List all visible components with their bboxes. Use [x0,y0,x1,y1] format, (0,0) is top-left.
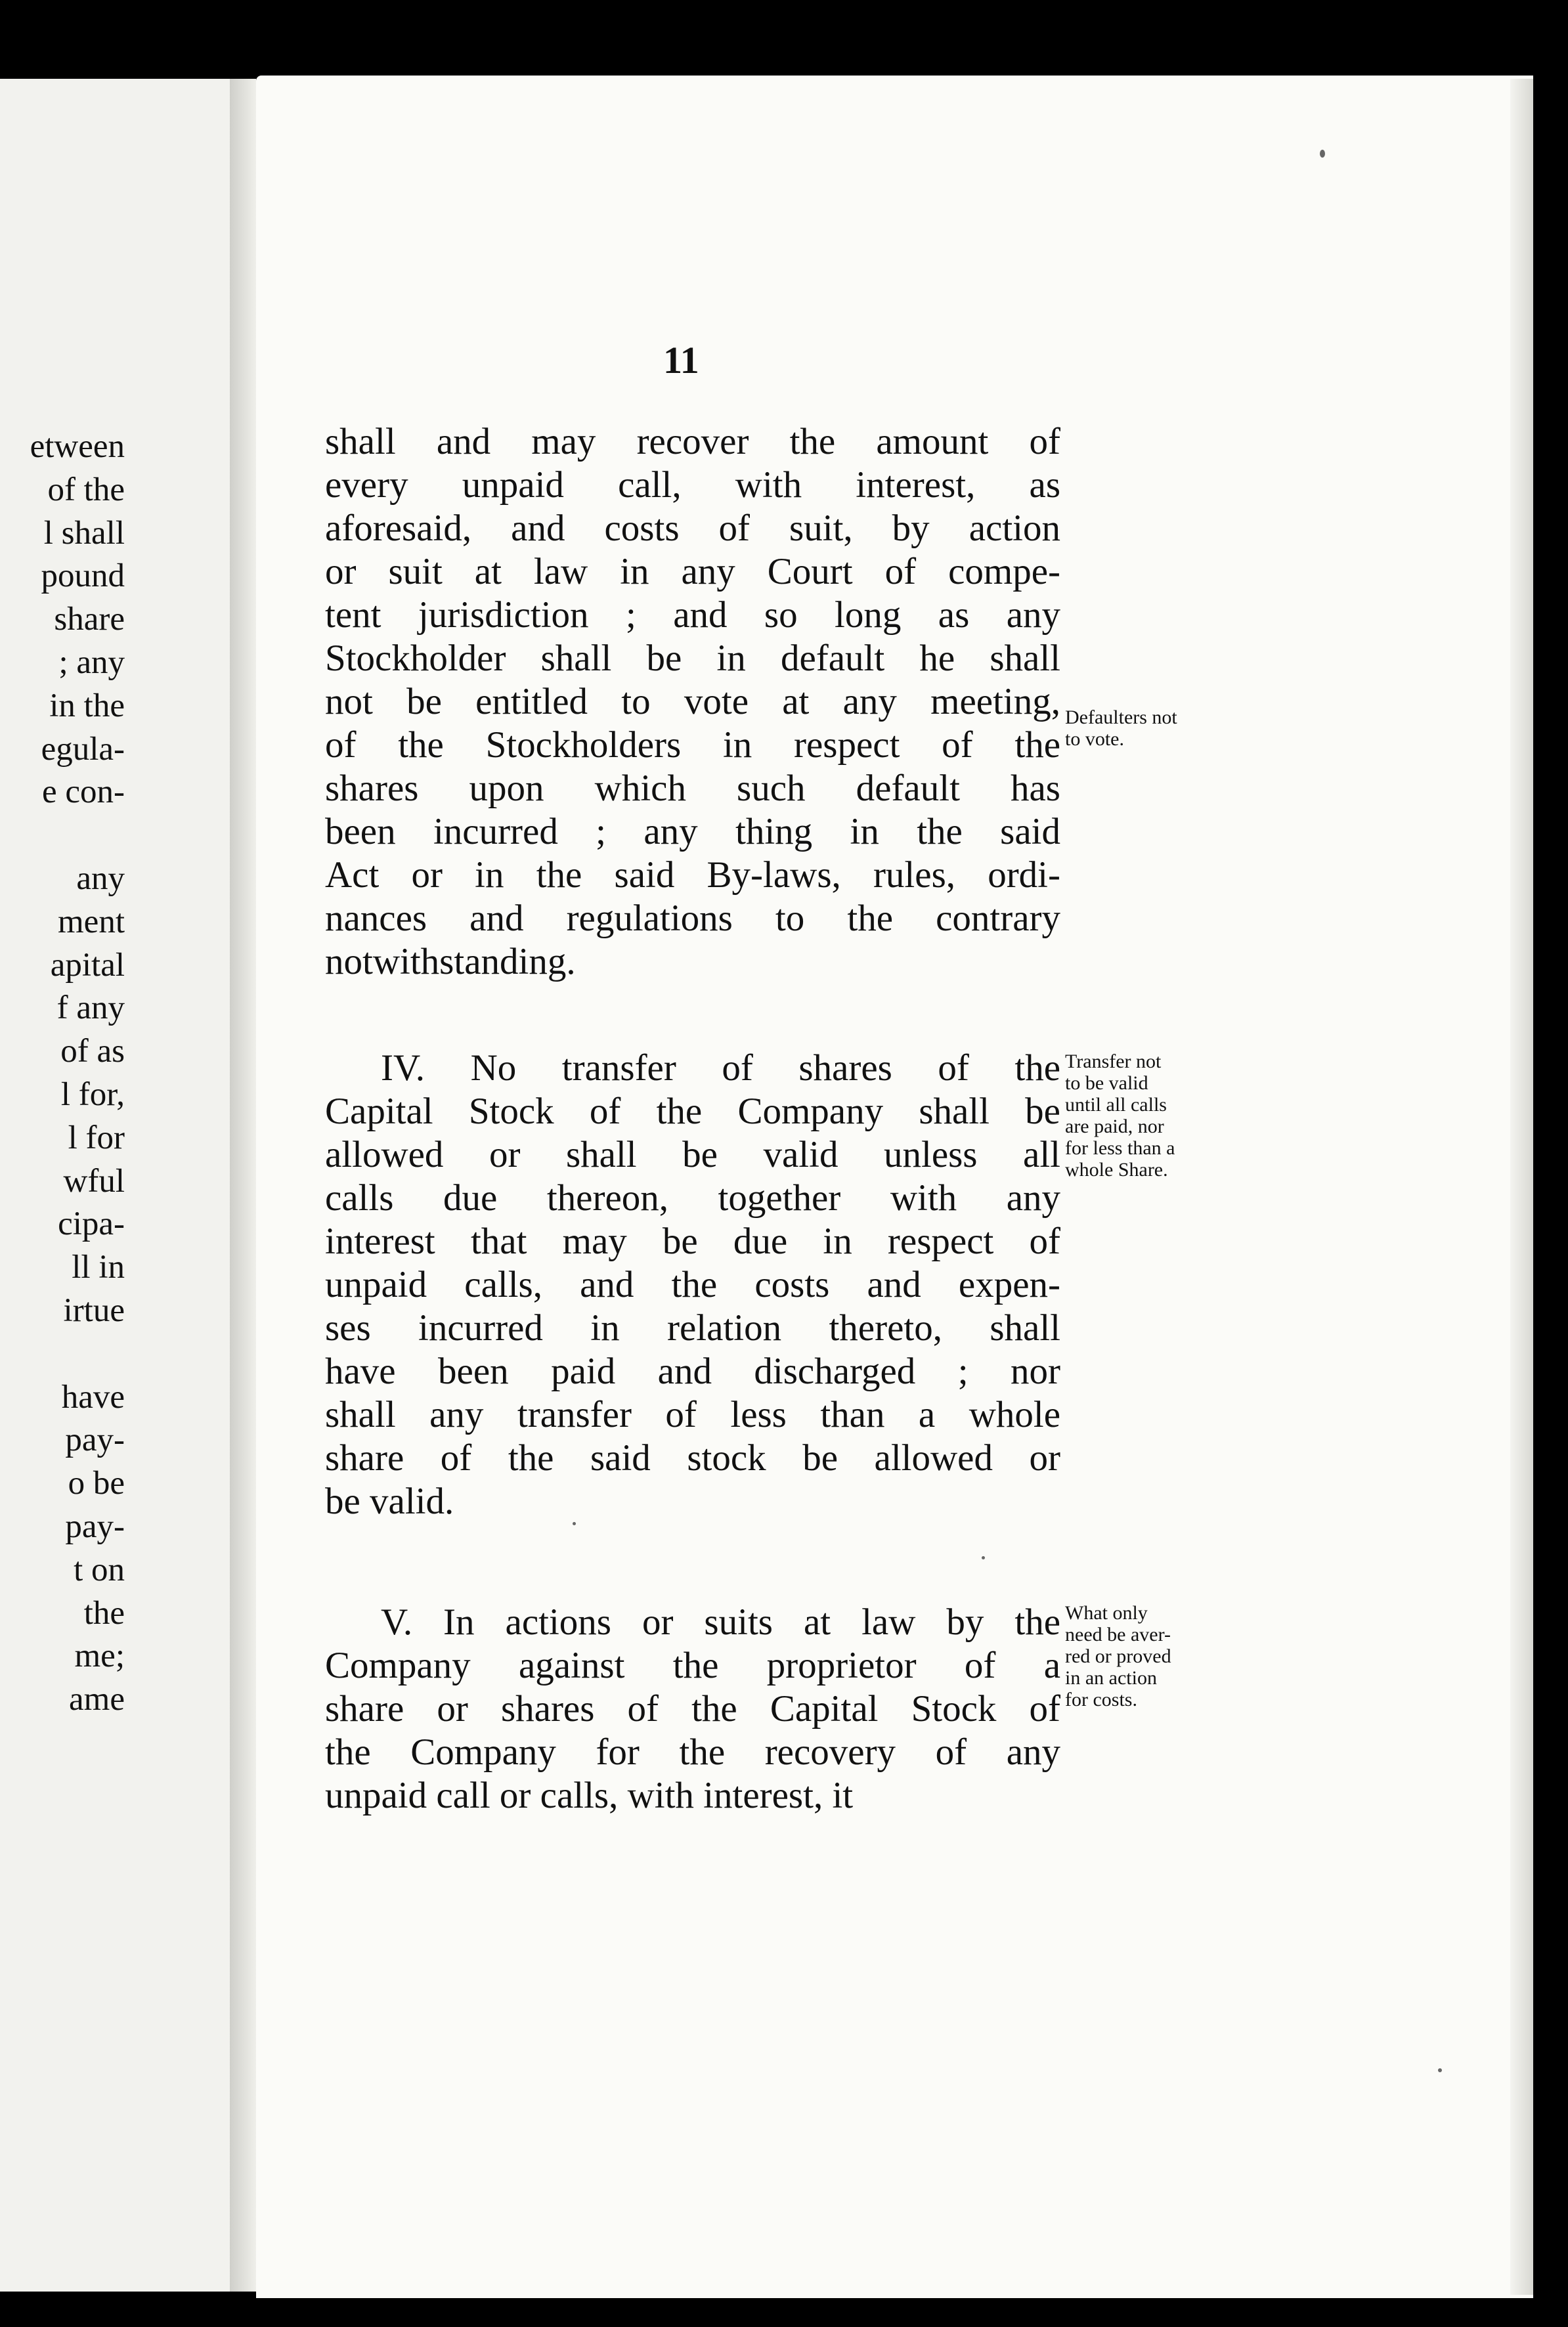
sidenote-line: to vote. [1065,728,1124,750]
page-edge [1510,79,1533,2295]
facing-page-line: cipa- [58,1206,125,1243]
facing-page-line: apital [50,946,125,984]
facing-page-line: wful [63,1162,125,1200]
text-line: V. In actions or suits at law by the [381,1601,1060,1643]
facing-page-line: pound [41,557,125,595]
text-line: unpaid call or calls, with interest, it [325,1775,854,1816]
paragraph-v [325,1601,1060,1817]
text-line: shall any transfer of less than a whole [325,1394,1060,1435]
facing-page-line: ; any [58,643,125,681]
facing-page-line: o be [68,1465,125,1502]
text-line: share or shares of the Capital Stock of [325,1688,1060,1729]
sidenote-line: until all calls [1065,1094,1167,1116]
text-line: be valid. [325,1481,454,1522]
facing-page-line: l for, [60,1076,125,1113]
text-line: Act or in the said By-laws, rules, ordi- [325,854,1060,896]
text-line: unpaid calls, and the costs and expen- [325,1264,1060,1305]
sidenote-transfer [1065,1051,1262,1181]
sidenote-line: Defaulters not [1065,707,1177,728]
text-line: interest that may be due in respect of [325,1221,1060,1262]
text-line: Capital Stock of the Company shall be [325,1091,1060,1132]
text-line: or suit at law in any Court of compe- [325,551,1060,592]
facing-page-line: t on [74,1551,125,1588]
facing-page-gap [0,814,125,858]
facing-page-line: ment [58,903,125,940]
text-line: Stockholder shall be in default he shall [325,638,1060,679]
facing-page-line: of the [47,471,125,508]
facing-page-line: of as [60,1033,125,1070]
paragraph-1 [325,420,1060,984]
text-line: shall and may recover the amount of [325,421,1060,462]
facing-page-line: any [76,859,125,897]
paper-speck [1438,2068,1442,2072]
text-line: not be entitled to vote at any meeting, [325,681,1060,722]
text-line: calls due thereon, together with any [325,1177,1060,1219]
text-line: ses incurred in relation thereto, shall [325,1307,1060,1349]
sidenote-line: need be aver- [1065,1624,1171,1645]
sidenote-line: for less than a [1065,1137,1175,1159]
text-line: Company against the proprietor of a [325,1645,1060,1686]
text-line: every unpaid call, with interest, as [325,464,1060,506]
paper-speck [982,1556,985,1559]
text-line: notwithstanding. [325,941,576,982]
facing-page-line: ame [69,1681,125,1718]
facing-page-line: pay- [65,1508,125,1545]
facing-page-line: l for [68,1119,125,1156]
text-line: aforesaid, and costs of suit, by action [325,508,1060,549]
facing-page-line: etween [30,428,125,465]
text-line: the Company for the recovery of any [325,1731,1060,1773]
sidenote-line: are paid, nor [1065,1116,1164,1137]
facing-page-line: have [61,1378,125,1416]
text-line: been incurred ; any thing in the said [325,811,1060,852]
facing-page-line: ll in [72,1249,125,1286]
facing-page-line: share [54,601,125,638]
text-line: of the Stockholders in respect of the [325,724,1060,766]
facing-page-line: e con- [41,773,125,811]
sidenote-line: red or proved [1065,1645,1171,1667]
sidenote-line: whole Share. [1065,1159,1168,1181]
sidenote-line: to be valid [1065,1072,1148,1094]
text-line: have been paid and discharged ; nor [325,1351,1060,1392]
facing-page-line: in the [49,687,125,724]
facing-page-line: me; [74,1638,125,1675]
facing-page-line: egula- [41,730,125,768]
sidenote-defaulters [1065,707,1262,750]
facing-page-line: l shall [43,514,125,552]
page-number: 11 [663,339,699,381]
text-line: shares upon which such default has [325,768,1060,809]
paragraph-iv [325,1047,1060,1523]
sidenote-line: What only [1065,1602,1148,1624]
sidenote-line: for costs. [1065,1689,1137,1710]
facing-page-gap [0,1333,125,1376]
text-line: nances and regulations to the contrary [325,898,1060,939]
facing-page-line: pay- [65,1422,125,1459]
sidenote-line: Transfer not [1065,1051,1162,1072]
sidenote-line: in an action [1065,1667,1157,1689]
facing-page-line: irtue [63,1292,125,1329]
facing-page-line: the [83,1594,125,1632]
paper-speck [573,1522,576,1525]
facing-page-line: f any [56,990,125,1027]
text-line: allowed or shall be valid unless all [325,1134,1060,1175]
text-line: share of the said stock be allowed or [325,1437,1060,1479]
paper-speck [1320,150,1325,158]
text-line: tent jurisdiction ; and so long as any [325,594,1060,636]
sidenote-averred [1065,1602,1262,1710]
text-line: IV. No transfer of shares of the [381,1047,1060,1089]
book-gutter [230,79,256,2292]
facing-page-text [0,425,125,1722]
